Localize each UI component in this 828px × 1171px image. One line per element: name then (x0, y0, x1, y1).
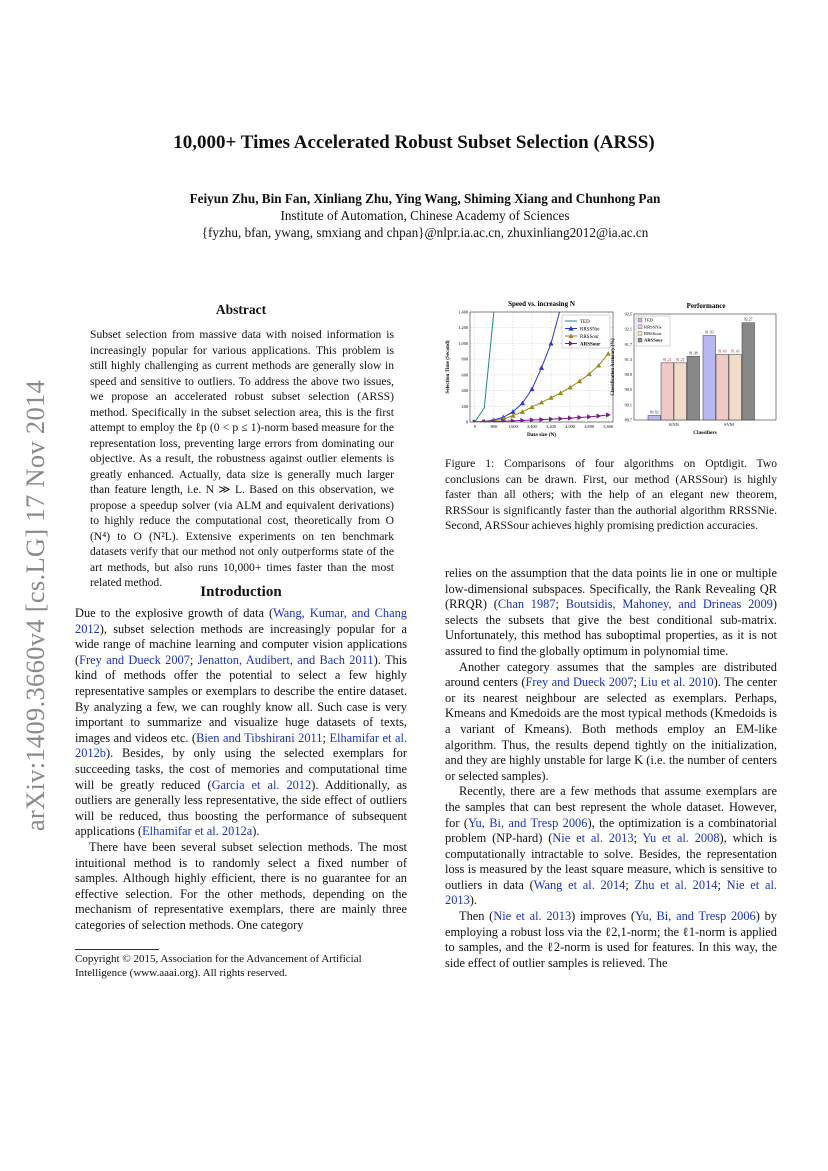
citation-link[interactable]: Garcia et al. 2012 (211, 777, 312, 792)
body-text: ; (189, 652, 198, 667)
data-point (539, 417, 544, 422)
citation-link[interactable]: Liu et al. 2010 (640, 675, 714, 690)
data-point (539, 365, 544, 370)
y-tick-label: 90.5 (624, 387, 632, 393)
author-names: Feiyun Zhu, Bin Fan, Xinliang Zhu, Ying Wang, Shiming Xiang and Chunhong Pan (189, 191, 661, 206)
bar (703, 336, 716, 420)
body-text: ; (717, 877, 727, 892)
data-label: 92.27 (743, 317, 753, 322)
abstract-text: Subset selection from massive data with noised information is increasingly popular for various applications. This problem is still highly challenging as current methods are generally slow in speed and sensitive to outliers. To address the above two issues, we propose an accelerated robust subset selection (ARSS) method. Specifically in the subset selection area, this is the first attempt to employ the ℓp (0 < p ≤ 1)-norm based measure for the representation loss, preventing large errors from dominating our objective. As a result, the robustness against outlier elements is greatly enhanced. Actually, data size is generally much larger than feature length, i.e. N ≫ L. Based on this observation, we propose a speedup solver (via ALM and equivalent derivations) to highly reduce the computational cost, theoretically from O (N⁴) to O (N²L). Extensive experiments on ten benchmark datasets verify that our method not only outperforms state of the art methods, but also runs 10,000+ times faster than the most related method. (90, 328, 394, 589)
abstract-heading: Abstract (215, 302, 267, 317)
data-point (529, 404, 534, 409)
data-point (558, 416, 563, 421)
data-label: 89.82 (649, 410, 659, 415)
y-tick-label: 800 (461, 356, 468, 362)
data-point (548, 395, 553, 400)
y-axis-label: Selection Time (Second) (445, 340, 451, 394)
x-axis-label: Data size (N) (526, 432, 557, 438)
citation-link[interactable]: Elhamifar et al. 2012b (75, 730, 407, 761)
citation-link[interactable]: Chan 1987 (497, 597, 556, 612)
y-tick-label: 1,400 (458, 309, 468, 315)
bar (742, 323, 755, 420)
bar (674, 363, 687, 420)
performance-chart (608, 296, 783, 446)
right-paragraph-4 (445, 909, 777, 971)
affiliation: Institute of Automation, Chinese Academy of Sciences (280, 208, 570, 223)
data-point (587, 414, 592, 419)
y-tick-label: 200 (461, 403, 468, 409)
data-point (520, 409, 525, 414)
data-label: 91.93 (704, 330, 714, 335)
body-text: relies on the assumption that the data points lie in one or multiple low-dimensional subspaces. Specifically, the Rank Revealing QR (RRQR) ( (445, 566, 777, 612)
series-line (475, 308, 561, 422)
citation-link[interactable]: Nie et al. 2013 (552, 831, 634, 846)
x-tick-label: 3,200 (546, 424, 556, 429)
body-text: ; (625, 877, 635, 892)
citation-link[interactable]: Nie et al. 2013 (445, 877, 777, 908)
body-text: ). This kind of methods offer the potential to select a few highly representative samples or exemplars to describe the entire dataset. By analyzing a few, we can roughly know all. Such case is very important to summarize and visualize huge datasets of texts, images and videos etc. ( (75, 652, 407, 745)
citation-link[interactable]: Wang, Kumar, and Chang 2012 (75, 606, 408, 636)
y-tick-label: 91.3 (624, 356, 632, 362)
legend-swatch (638, 318, 642, 322)
x-tick-label: KNN (669, 422, 679, 427)
right-column-body (445, 566, 777, 971)
data-point (549, 417, 554, 422)
chart-legend (636, 316, 670, 346)
body-text: ) by employing a robust loss via the ℓ2,1-norm; the ℓ1-norm is applied to samples, and the ℓ2-norm is used for features. In this way, the side effect of outlier samples is relieved. The (445, 909, 777, 970)
citation-link[interactable]: Nie et al. 2013 (493, 909, 572, 924)
y-tick-label: 90.9 (624, 372, 632, 378)
bar (716, 355, 729, 420)
x-tick-label: 1,600 (508, 424, 518, 429)
data-point (548, 341, 553, 346)
data-point (568, 385, 573, 390)
x-tick-label: 0 (473, 424, 476, 429)
x-tick-label: 800 (490, 424, 498, 429)
citation-link[interactable]: Yu, Bi, and Tresp 2006 (634, 909, 756, 924)
body-text: ), subset selection methods are increasingly popular for a wide range of machine learning and computer vision applications ( (75, 621, 407, 667)
x-tick-label: 2,400 (527, 424, 537, 429)
citation-link[interactable]: Bien and Tibshirani 2011 (196, 730, 323, 745)
body-text: ), which is computationally intractable to solve. Besides, the representation loss is measured by the least square measure, which is sensitive to outliers in data ( (445, 831, 777, 892)
data-point (578, 415, 583, 420)
y-tick-label: 1,000 (458, 340, 468, 346)
series-line (475, 354, 608, 422)
legend-label: RRSSour (580, 334, 599, 340)
body-text: Another category assumes that the samples are distributed around centers ( (445, 659, 777, 690)
citation-link[interactable]: Yu, Bi, and Tresp 2006 (467, 815, 588, 830)
intro-paragraph-2 (75, 840, 407, 934)
body-text: ; (555, 597, 566, 612)
body-text: ). Additionally, as outliers are generally less representative, the side effect of outliers will be reduced, thus boosting the performance of subsequent applications ( (75, 777, 407, 839)
figure-caption: Figure 1: Comparisons of four algorithms on Optdigit. Two conclusions can be drawn. First, our method (ARSSour) is highly faster than all others; with the help of an elegant new theorem, RRSSour is significantly faster than the authorial algorithm RRSSNie. Second, ARSSour achieves highly promising prediction accuracies. (445, 457, 777, 532)
author-block (0, 190, 828, 241)
x-tick-label: SVM (724, 422, 734, 427)
legend-label: RRSSNie (580, 327, 600, 333)
body-text: ). The center or its nearest neighbour are selected as exemplars. Perhaps, Kmeans and Kmedoids are the most typical methods (Kmedoids is a variant of Kmeans). Both methods employ an EM-like algorithm. Thus, the results depend tightly on the initialization, and they are highly unstable for large K (i.e. the number of centers or selected samples). (445, 675, 777, 783)
body-text: ; (633, 675, 641, 690)
data-point (511, 418, 516, 423)
right-paragraph-2 (445, 660, 777, 785)
body-text: ) improves ( (571, 909, 635, 924)
body-text: ). (252, 824, 260, 839)
body-text: ). Besides, by only using the selected exemplars for succeeding tasks, the cost of memories and computational time will be greatly reduced ( (75, 746, 407, 792)
x-tick-label: 5,600 (603, 424, 614, 429)
introduction-heading: Introduction (200, 584, 282, 600)
body-text: Due to the explosive growth of data ( (75, 606, 274, 620)
legend-label: TED (580, 319, 590, 325)
body-text: ). (469, 893, 478, 908)
legend-swatch (638, 338, 642, 342)
body-text: ; (322, 730, 330, 745)
body-text: ; (633, 831, 643, 846)
data-label: 91.43 (730, 349, 740, 354)
bar (648, 415, 661, 420)
right-paragraph-3 (445, 784, 777, 909)
data-point (529, 386, 534, 391)
chart-legend (562, 315, 610, 348)
citation-link[interactable]: Elhamifar et al. 2012a (142, 824, 253, 839)
copyright-notice: Copyright © 2015, Association for the Advancement of Artificial Intelligence (www.aaai.org). All rights reserved. (75, 953, 362, 979)
bar (729, 355, 742, 420)
footnote-rule (75, 949, 159, 950)
bar (687, 356, 700, 420)
y-tick-label: 91.7 (624, 341, 632, 347)
author-emails: {fyzhu, bfan, ywang, smxiang and chpan}@nlpr.ia.ac.cn, zhuxinliang2012@ia.ac.cn (201, 225, 649, 240)
x-tick-label: 4,000 (565, 424, 575, 429)
data-point (597, 413, 602, 418)
data-point (568, 415, 573, 420)
legend-label: RRSSNie (644, 324, 662, 330)
data-label: 91.38 (688, 351, 698, 356)
intro-paragraph-1 (75, 606, 407, 840)
y-tick-label: 92.5 (624, 311, 632, 317)
body-text: Recently, there are a few methods that assume exemplars are the samples that can best represent the whole dataset. However, for ( (445, 784, 777, 830)
paper-title: 10,000+ Times Accelerated Robust Subset Selection (ARSS) (173, 132, 655, 153)
chart-title: Speed vs. increasing N (508, 300, 575, 308)
data-point (558, 390, 563, 395)
y-tick-label: 90.1 (624, 402, 632, 408)
data-label: 91.21 (675, 357, 685, 362)
data-label: 91.21 (662, 357, 672, 362)
x-axis-label: Classifiers (693, 430, 717, 436)
arxiv-stamp-text: arXiv:1409.3660v4 [cs.LG] 17 Nov 2014 (20, 379, 51, 831)
citation-link[interactable]: Frey and Dueck 2007 (79, 652, 190, 667)
y-tick-label: 89.7 (624, 417, 632, 423)
citation-link[interactable]: Jenatton, Audibert, and Bach 2011 (197, 652, 374, 667)
citation-link[interactable]: Frey and Dueck 2007 (525, 675, 634, 690)
y-tick-label: 92.1 (624, 326, 632, 332)
y-tick-label: 1,200 (458, 325, 468, 331)
legend-swatch (638, 325, 642, 329)
citation-link[interactable]: Zhu et al. 2014 (634, 877, 718, 892)
chart-title: Performance (686, 302, 726, 310)
citation-link[interactable]: Boutsidis, Mahoney, and Drineas 2009 (565, 597, 773, 612)
right-paragraph-1 (445, 566, 777, 660)
body-text: There have been several subset selection methods. The most intuitional method is to randomly select a fixed number of samples. Although highly efficient, there is no guarantee for an effective selection. For the other methods, depending on the mechanism of representative exemplars, there are mainly three categories of selection methods. One category (75, 839, 407, 932)
body-text: ), the optimization is a combinatorial problem (NP-hard) ( (445, 815, 777, 846)
citation-link[interactable]: Yu et al. 2008 (642, 831, 720, 846)
y-axis-label: Classification Accuracy (%) (611, 338, 616, 396)
x-tick-label: 4,800 (584, 424, 595, 429)
y-tick-label: 600 (461, 372, 468, 378)
legend-label: ARSSour (644, 337, 663, 343)
legend-swatch (638, 331, 642, 335)
body-text: ) selects the subsets that give the best conditional sub-matrix. Unfortunately, this method has suboptimal properties, as it is not assured to find the globally optimum in polynomial time. (445, 597, 777, 658)
legend-label: ARSSour (580, 342, 601, 348)
legend-label: RRSSour (644, 331, 662, 336)
speed-chart (440, 296, 620, 446)
y-tick-label: 0 (465, 419, 468, 425)
bar (661, 363, 674, 420)
citation-link[interactable]: Wang et al. 2014 (533, 877, 626, 892)
y-tick-label: 400 (461, 388, 468, 394)
body-text: Then ( (459, 909, 494, 924)
legend-label: TED (644, 317, 653, 323)
arxiv-stamp (14, 365, 58, 845)
data-label: 91.43 (717, 349, 727, 354)
left-column-body (75, 606, 407, 933)
data-point (539, 400, 544, 405)
